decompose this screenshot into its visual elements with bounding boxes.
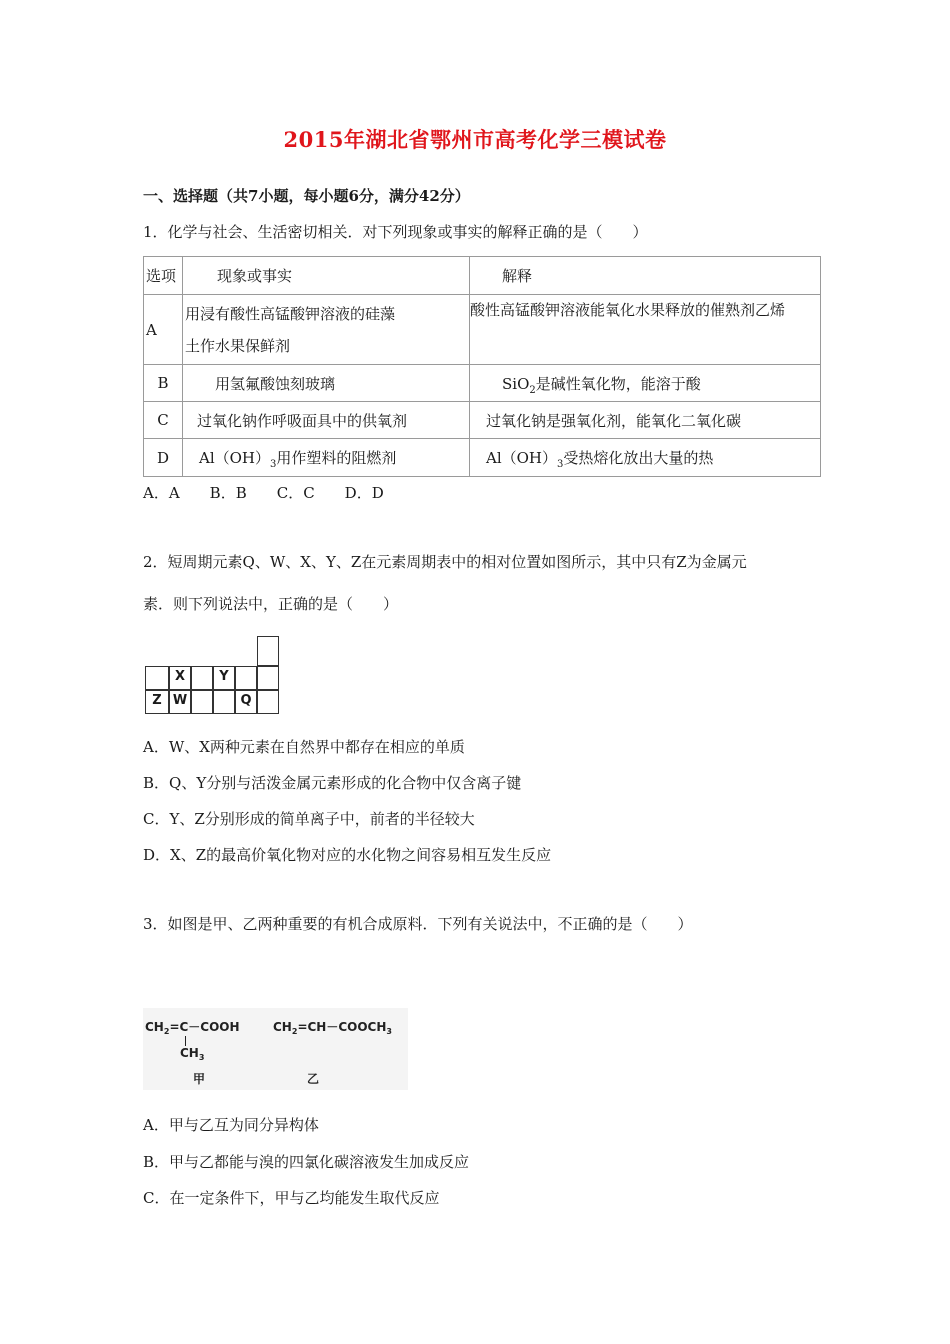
question-1-answers: A．A B．B C．C D．D: [143, 484, 384, 502]
row-fact-line1: 用浸有酸性高锰酸钾溶液的硅藻: [185, 304, 396, 323]
grid-cell: [257, 690, 279, 714]
question-3-stem: 3．如图是甲、乙两种重要的有机合成原料．下列有关说法中，不正确的是（ ）: [143, 915, 693, 933]
structure-figure: [143, 1008, 408, 1090]
expl-text: Al（OH）: [486, 449, 558, 467]
grid-cell: [191, 690, 213, 714]
question-1-stem: 1．化学与社会、生活密切相关．对下列现象或事实的解释正确的是（ ）: [143, 223, 648, 241]
row-explanation: 酸性高锰酸钾溶液能氧化水果释放的催熟剂乙烯: [470, 295, 821, 365]
jia-formula: [145, 1018, 240, 1035]
page-title: 2015年湖北省鄂州市高考化学三模试卷: [283, 127, 667, 152]
jia-sub: 2: [163, 1027, 170, 1036]
fact-subscript: 3: [270, 459, 277, 470]
yi-label: 乙: [307, 1072, 320, 1086]
question-3-option-c: C．在一定条件下，甲与乙均能发生取代反应: [143, 1189, 440, 1207]
table-row: [144, 402, 821, 439]
row-fact: [183, 439, 470, 477]
table-header-row: [144, 257, 821, 295]
grid-cell-x: X: [169, 666, 191, 690]
table-row: [144, 365, 821, 402]
row-fact: [183, 295, 470, 365]
row-option: B: [144, 365, 183, 402]
yi-formula: [273, 1018, 392, 1035]
yi-sub-end: 3: [386, 1027, 392, 1036]
question-2-option-d: D．X、Z的最高价氧化物对应的水化物之间容易相互发生反应: [143, 846, 552, 864]
row-explanation: [470, 439, 821, 477]
grid-cell-q: Q: [235, 690, 257, 714]
grid-cell-z: Z: [145, 690, 169, 714]
row-option: A: [144, 295, 183, 365]
header-option: 选项: [144, 257, 183, 295]
grid-cell: [191, 666, 213, 690]
section-heading: 一、选择题（共7小题，每小题6分，满分42分）: [143, 187, 470, 205]
question-2-option-c: C．Y、Z分别形成的简单离子中，前者的半径较大: [143, 810, 475, 828]
jia-formula-a: CH: [145, 1020, 164, 1034]
expl-subscript: 2: [529, 384, 536, 396]
question-2-stem-line1: 2．短周期元素Q、W、X、Y、Z在元素周期表中的相对位置如图所示，其中只有Z为金属元: [143, 553, 747, 571]
expl-text: 受热熔化放出大量的热: [563, 449, 714, 467]
fact-text: 用作塑料的阻燃剂: [276, 449, 397, 467]
row-explanation: [470, 365, 821, 402]
jia-branch-sub: 3: [198, 1053, 205, 1062]
question-1-table: [143, 256, 821, 477]
header-explanation: 解释: [470, 257, 821, 295]
row-option: D: [144, 439, 183, 477]
question-3-option-a: A．甲与乙互为同分异构体: [143, 1116, 319, 1134]
row-option: C: [144, 402, 183, 439]
grid-cell: [257, 636, 279, 666]
yi-formula-b: =CH－COOCH: [297, 1020, 387, 1034]
row-explanation: 过氧化钠是强氧化剂，能氧化二氧化碳: [470, 402, 821, 439]
periodic-table-figure: [145, 636, 279, 716]
grid-cell-w: W: [169, 690, 191, 714]
yi-formula-a: CH: [273, 1020, 292, 1034]
expl-text: 是碱性氧化物，能溶于酸: [535, 374, 701, 393]
question-3-option-b: B．甲与乙都能与溴的四氯化碳溶液发生加成反应: [143, 1153, 470, 1171]
table-row: [144, 439, 821, 477]
question-2-option-b: B．Q、Y分别与活泼金属元素形成的化合物中仅含离子键: [143, 774, 522, 792]
grid-cell: [235, 666, 257, 690]
jia-branch: [180, 1046, 204, 1060]
grid-cell: [213, 690, 235, 714]
bond-line: [185, 1036, 186, 1046]
question-2-option-a: A．W、X两种元素在自然界中都存在相应的单质: [143, 738, 465, 756]
grid-cell: [257, 666, 279, 690]
table-row: [144, 295, 821, 365]
header-fact: 现象或事实: [183, 257, 470, 295]
row-fact-line2: 土作水果保鲜剂: [185, 336, 291, 355]
expl-subscript: 3: [557, 459, 564, 470]
grid-cell-y: Y: [213, 666, 235, 690]
grid-cell: [145, 666, 169, 690]
question-2-stem-line2: 素．则下列说法中，正确的是（ ）: [143, 595, 399, 613]
row-fact: 用氢氟酸蚀刻玻璃: [183, 365, 470, 402]
jia-label: 甲: [193, 1072, 206, 1086]
jia-branch-text: CH: [180, 1046, 199, 1060]
jia-formula-b: =C－COOH: [169, 1020, 240, 1034]
expl-text: SiO: [502, 374, 530, 393]
row-fact: 过氧化钠作呼吸面具中的供氧剂: [183, 402, 470, 439]
fact-text: Al（OH）: [199, 449, 271, 467]
yi-sub: 2: [291, 1027, 298, 1036]
